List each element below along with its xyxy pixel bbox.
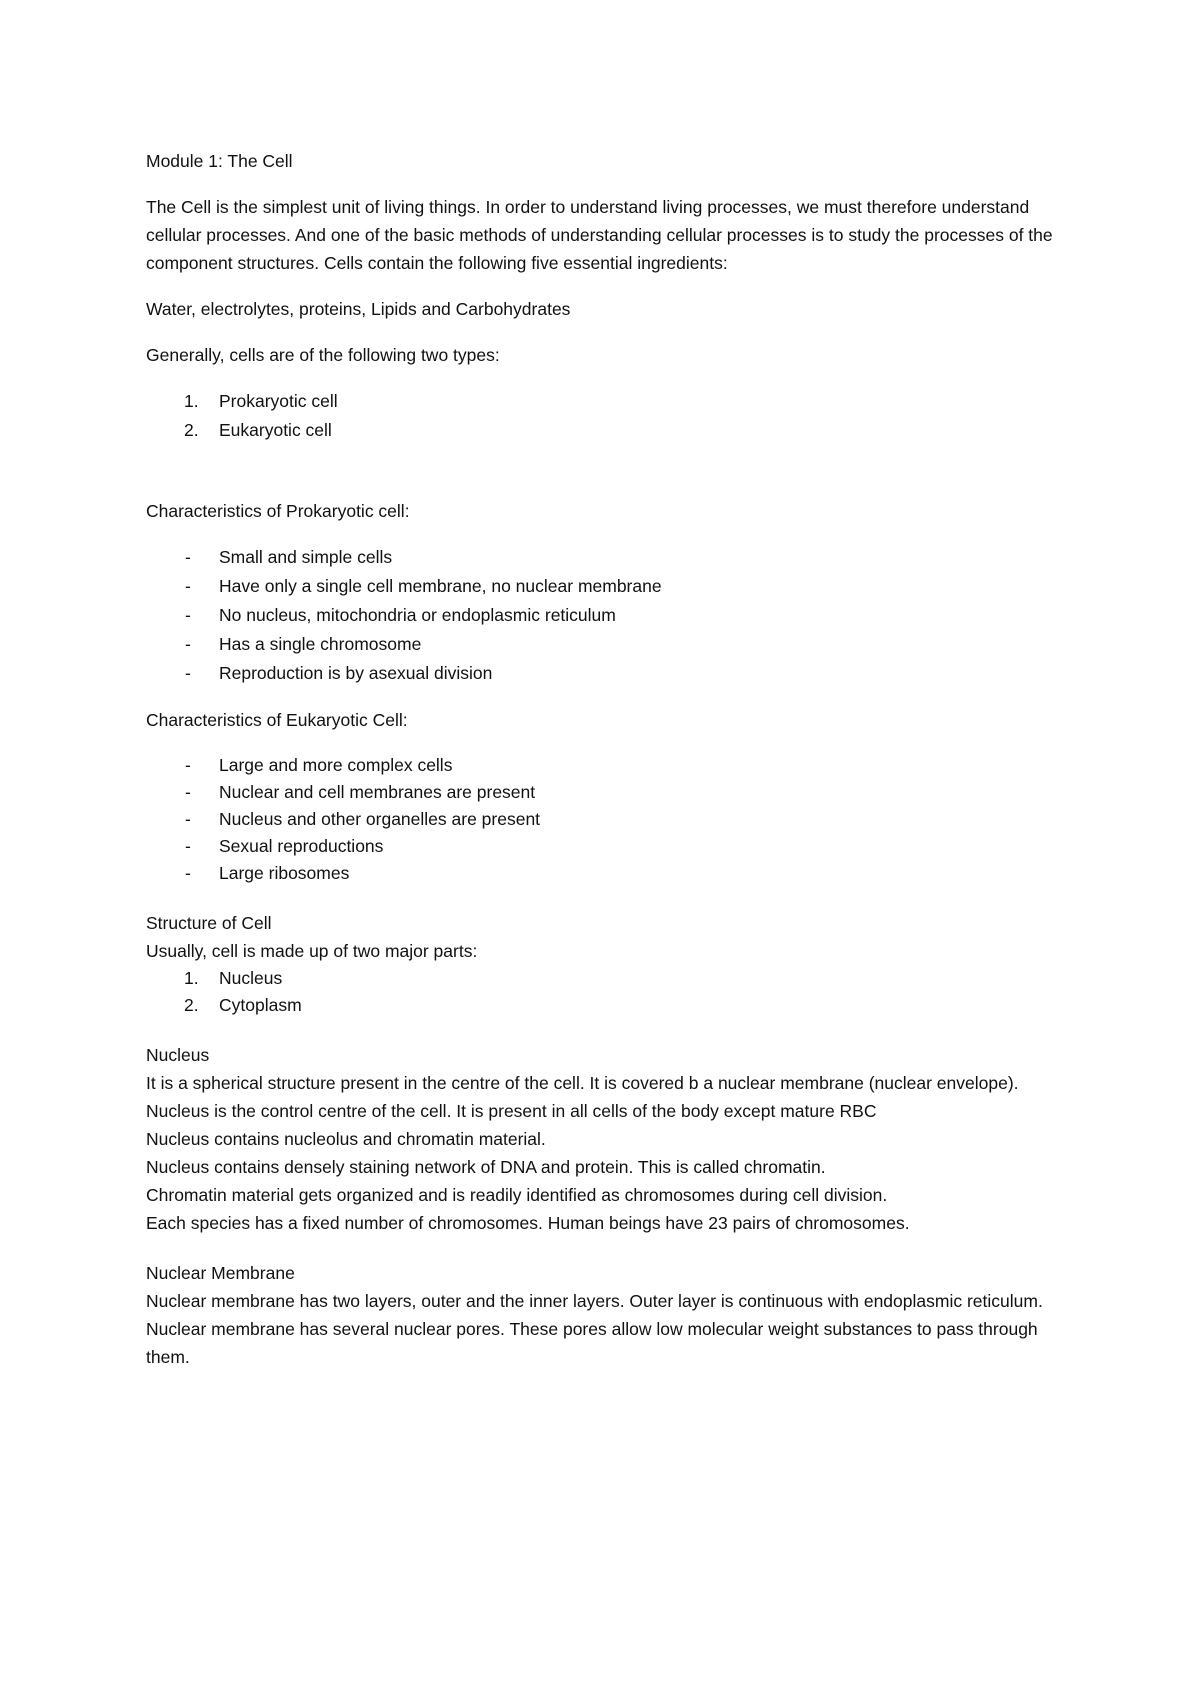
- list-item-text: Nuclear and cell membranes are present: [219, 782, 536, 802]
- list-item: [146, 860, 1076, 887]
- list-item: [146, 601, 1076, 630]
- prokaryotic-list: [146, 543, 1076, 688]
- list-item-text: Prokaryotic cell: [219, 391, 338, 411]
- nucleus-line: It is a spherical structure present in the centre of the cell. It is covered b a nuclear membrane (nuclear envelope).: [146, 1073, 1019, 1093]
- list-item-text: Has a single chromosome: [219, 634, 422, 654]
- nuclear-membrane-line: Nuclear membrane has two layers, outer and the inner layers. Outer layer is continuous with endoplasmic reticulum.: [146, 1291, 1043, 1311]
- list-item: [146, 572, 1076, 601]
- dash-bullet: -: [185, 809, 191, 829]
- structure-intro: Usually, cell is made up of two major parts:: [146, 941, 478, 961]
- list-number: 1.: [184, 968, 199, 988]
- dash-bullet: -: [185, 782, 191, 802]
- list-item-text: Large and more complex cells: [219, 755, 453, 775]
- cell-types-intro: Generally, cells are of the following two types:: [146, 345, 500, 365]
- prokaryotic-heading: Characteristics of Prokaryotic cell:: [146, 501, 410, 521]
- list-item-text: Small and simple cells: [219, 547, 393, 567]
- eukaryotic-list: [146, 752, 1076, 887]
- list-item: [146, 965, 1076, 992]
- list-item: [146, 659, 1076, 688]
- dash-bullet: -: [185, 755, 191, 775]
- list-number: 1.: [184, 391, 199, 411]
- list-item: [146, 806, 1076, 833]
- intro-paragraph: The Cell is the simplest unit of living things. In order to understand living processes, we must therefore understand cellular processes. And one of the basic methods of understanding cellular processes is to study the processes of the component structures. Cells contain the following five essential ingredients:: [146, 197, 1053, 273]
- list-item: [146, 630, 1076, 659]
- cell-types-list: [146, 387, 1076, 445]
- list-item-text: Sexual reproductions: [219, 836, 384, 856]
- document-body: [146, 147, 1076, 1371]
- list-item-text: Have only a single cell membrane, no nuclear membrane: [219, 576, 662, 596]
- dash-bullet: -: [185, 576, 191, 596]
- nucleus-line: Each species has a fixed number of chromosomes. Human beings have 23 pairs of chromosomes.: [146, 1213, 910, 1233]
- nucleus-line: Nucleus is the control centre of the cell. It is present in all cells of the body except mature RBC: [146, 1101, 877, 1121]
- list-item: [146, 992, 1076, 1019]
- list-item-text: Nucleus and other organelles are present: [219, 809, 541, 829]
- list-number: 2.: [184, 995, 199, 1015]
- dash-bullet: -: [185, 634, 191, 654]
- list-item-text: Reproduction is by asexual division: [219, 663, 493, 683]
- list-item: [146, 833, 1076, 860]
- list-item: [146, 387, 1076, 416]
- structure-list: [146, 965, 1076, 1019]
- list-number: 2.: [184, 420, 199, 440]
- list-item-text: No nucleus, mitochondria or endoplasmic reticulum: [219, 605, 616, 625]
- nucleus-line: Chromatin material gets organized and is readily identified as chromosomes during cell division.: [146, 1185, 888, 1205]
- list-item-text: Large ribosomes: [219, 863, 350, 883]
- list-item: [146, 779, 1076, 806]
- list-item-text: Cytoplasm: [219, 995, 302, 1015]
- page-title: Module 1: The Cell: [146, 151, 293, 171]
- list-item: [146, 752, 1076, 779]
- nucleus-line: Nucleus contains densely staining network of DNA and protein. This is called chromatin.: [146, 1157, 826, 1177]
- nucleus-heading: Nucleus: [146, 1045, 210, 1065]
- eukaryotic-heading: Characteristics of Eukaryotic Cell:: [146, 710, 408, 730]
- dash-bullet: -: [185, 836, 191, 856]
- ingredients-line: Water, electrolytes, proteins, Lipids and Carbohydrates: [146, 299, 571, 319]
- dash-bullet: -: [185, 605, 191, 625]
- nuclear-membrane-heading: Nuclear Membrane: [146, 1263, 295, 1283]
- nuclear-membrane-line: Nuclear membrane has several nuclear pores. These pores allow low molecular weight substances to pass through them.: [146, 1319, 1038, 1367]
- list-item-text: Nucleus: [219, 968, 283, 988]
- structure-heading: Structure of Cell: [146, 913, 272, 933]
- list-item: [146, 416, 1076, 445]
- dash-bullet: -: [185, 547, 191, 567]
- nucleus-line: Nucleus contains nucleolus and chromatin material.: [146, 1129, 546, 1149]
- list-item: [146, 543, 1076, 572]
- dash-bullet: -: [185, 663, 191, 683]
- dash-bullet: -: [185, 863, 191, 883]
- list-item-text: Eukaryotic cell: [219, 420, 332, 440]
